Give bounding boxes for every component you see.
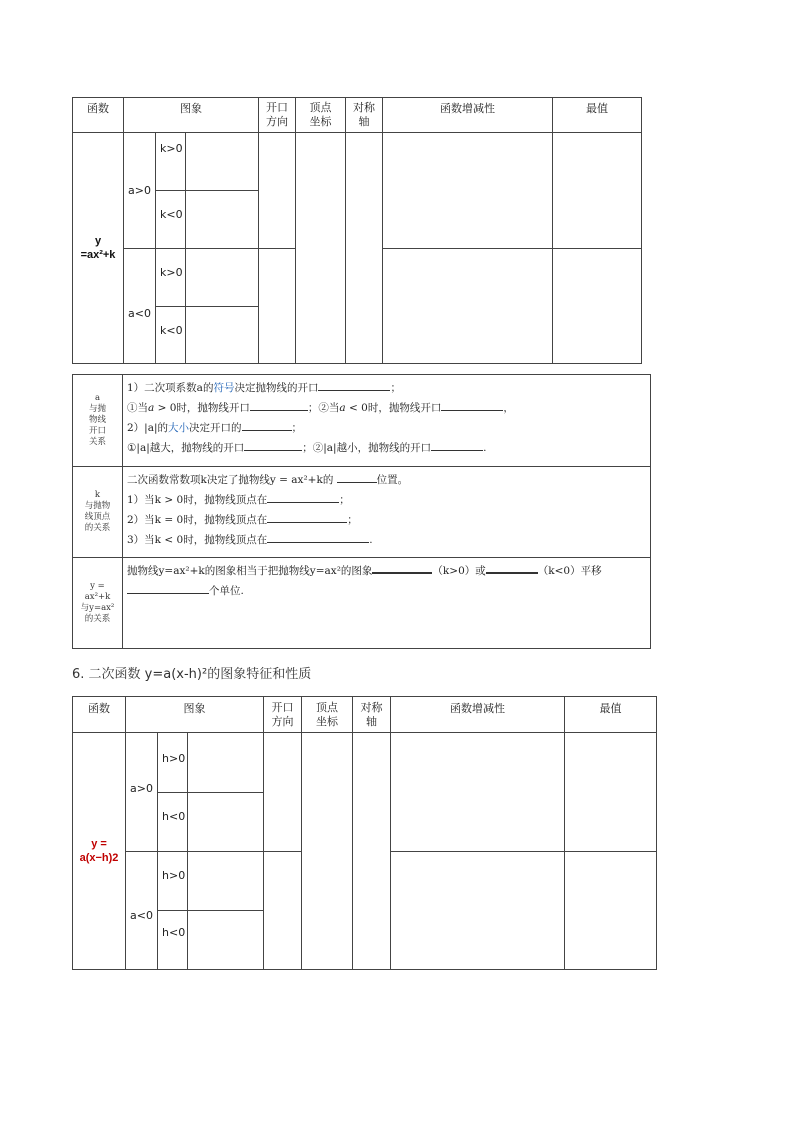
graph-cell	[186, 307, 259, 364]
header-monotonicity: 函数增减性	[383, 98, 553, 133]
extreme-cell	[553, 249, 642, 364]
mono-cell	[391, 852, 565, 970]
axis-cell	[346, 133, 383, 364]
answer-blank[interactable]	[337, 471, 377, 483]
k-negative-label: k<0	[156, 191, 186, 249]
h-positive-label: h>0	[158, 852, 188, 911]
header-vertex-coordinates: 顶点 坐标	[296, 98, 346, 133]
k-vertex-description: 二次函数常数项k决定了抛物线y = ax²+k的 位置。 1）当k > 0时，抛物线顶点在 ； 2）当k = 0时，抛物线顶点在 ； 3）当k < 0时，抛物线顶点在 .	[123, 467, 651, 558]
table-vertex-form-h	[72, 696, 657, 970]
a-opening-description: 1）二次项系数a的符号决定抛物线的开口 ； ①当𝑎 > 0时，抛物线开口 ；②当𝑎 < 0时，抛物线开口 ， 2）|a|的大小决定开口的 ； ①|a|越大，抛物线的开口 ；②|a|越小，抛物线的开口 .	[123, 375, 651, 467]
table-relations	[72, 374, 651, 649]
vertex-cell	[296, 133, 346, 364]
header-monotonicity: 函数增减性	[391, 697, 565, 733]
answer-blank[interactable]	[127, 582, 209, 594]
answer-blank[interactable]	[242, 419, 292, 431]
header-function: 函数	[73, 98, 124, 133]
answer-blank[interactable]	[441, 399, 503, 411]
answer-blank[interactable]	[431, 439, 483, 451]
mono-cell	[391, 733, 565, 852]
function-cell: y =ax²+k	[73, 133, 124, 364]
graph-cell	[188, 911, 264, 970]
h-positive-label: h>0	[158, 733, 188, 793]
header-vertex-coordinates: 顶点 坐标	[302, 697, 353, 733]
side-label-translation: y = ax²+k 与y=ax² 的关系	[73, 558, 123, 649]
side-label-k-vertex: k 与抛物 线顶点 的关系	[73, 467, 123, 558]
graph-cell	[186, 191, 259, 249]
open-cell	[259, 133, 296, 249]
answer-blank[interactable]	[318, 379, 390, 391]
open-cell	[259, 249, 296, 364]
vertex-cell	[302, 733, 353, 970]
header-opening-direction: 开口 方向	[259, 98, 296, 133]
k-negative-label: k<0	[156, 307, 186, 364]
a-positive-label: a>0	[124, 133, 156, 249]
answer-blank[interactable]	[267, 531, 369, 543]
answer-blank[interactable]	[267, 511, 347, 523]
extreme-cell	[565, 733, 657, 852]
graph-cell	[186, 133, 259, 191]
a-negative-label: a<0	[124, 249, 156, 364]
h-negative-label: h<0	[158, 911, 188, 970]
header-extreme-value: 最值	[553, 98, 642, 133]
open-cell	[264, 852, 302, 970]
graph-cell	[186, 249, 259, 307]
side-label-a-opening: a 与抛 物线 开口 关系	[73, 375, 123, 467]
axis-cell	[353, 733, 391, 970]
header-function: 函数	[73, 697, 126, 733]
answer-blank[interactable]	[244, 439, 302, 451]
table-vertex-form-k	[72, 97, 642, 364]
h-negative-label: h<0	[158, 793, 188, 852]
header-symmetry-axis: 对称 轴	[346, 98, 383, 133]
graph-cell	[188, 733, 264, 793]
section-heading: 6. 二次函数 y=a(x-h)²的图象特征和性质	[72, 667, 312, 682]
header-symmetry-axis: 对称 轴	[353, 697, 391, 733]
extreme-cell	[553, 133, 642, 249]
header-opening-direction: 开口 方向	[264, 697, 302, 733]
graph-cell	[188, 793, 264, 852]
a-positive-label: a>0	[126, 733, 158, 852]
function-cell: y = a(x−h)2	[73, 733, 126, 970]
extreme-cell	[565, 852, 657, 970]
mono-cell	[383, 249, 553, 364]
a-negative-label: a<0	[126, 852, 158, 970]
mono-cell	[383, 133, 553, 249]
k-positive-label: k>0	[156, 133, 186, 191]
answer-blank[interactable]	[267, 491, 339, 503]
k-positive-label: k>0	[156, 249, 186, 307]
header-graph: 图象	[124, 98, 259, 133]
header-extreme-value: 最值	[565, 697, 657, 733]
header-graph: 图象	[126, 697, 264, 733]
open-cell	[264, 733, 302, 852]
graph-cell	[188, 852, 264, 911]
translation-description: 抛物线y=ax²+k的图象相当于把抛物线y=ax²的图象 （k>0）或 （k<0）平移 个单位.	[123, 558, 651, 649]
answer-blank[interactable]	[250, 399, 308, 411]
answer-blank[interactable]	[372, 561, 432, 574]
answer-blank[interactable]	[486, 561, 538, 574]
